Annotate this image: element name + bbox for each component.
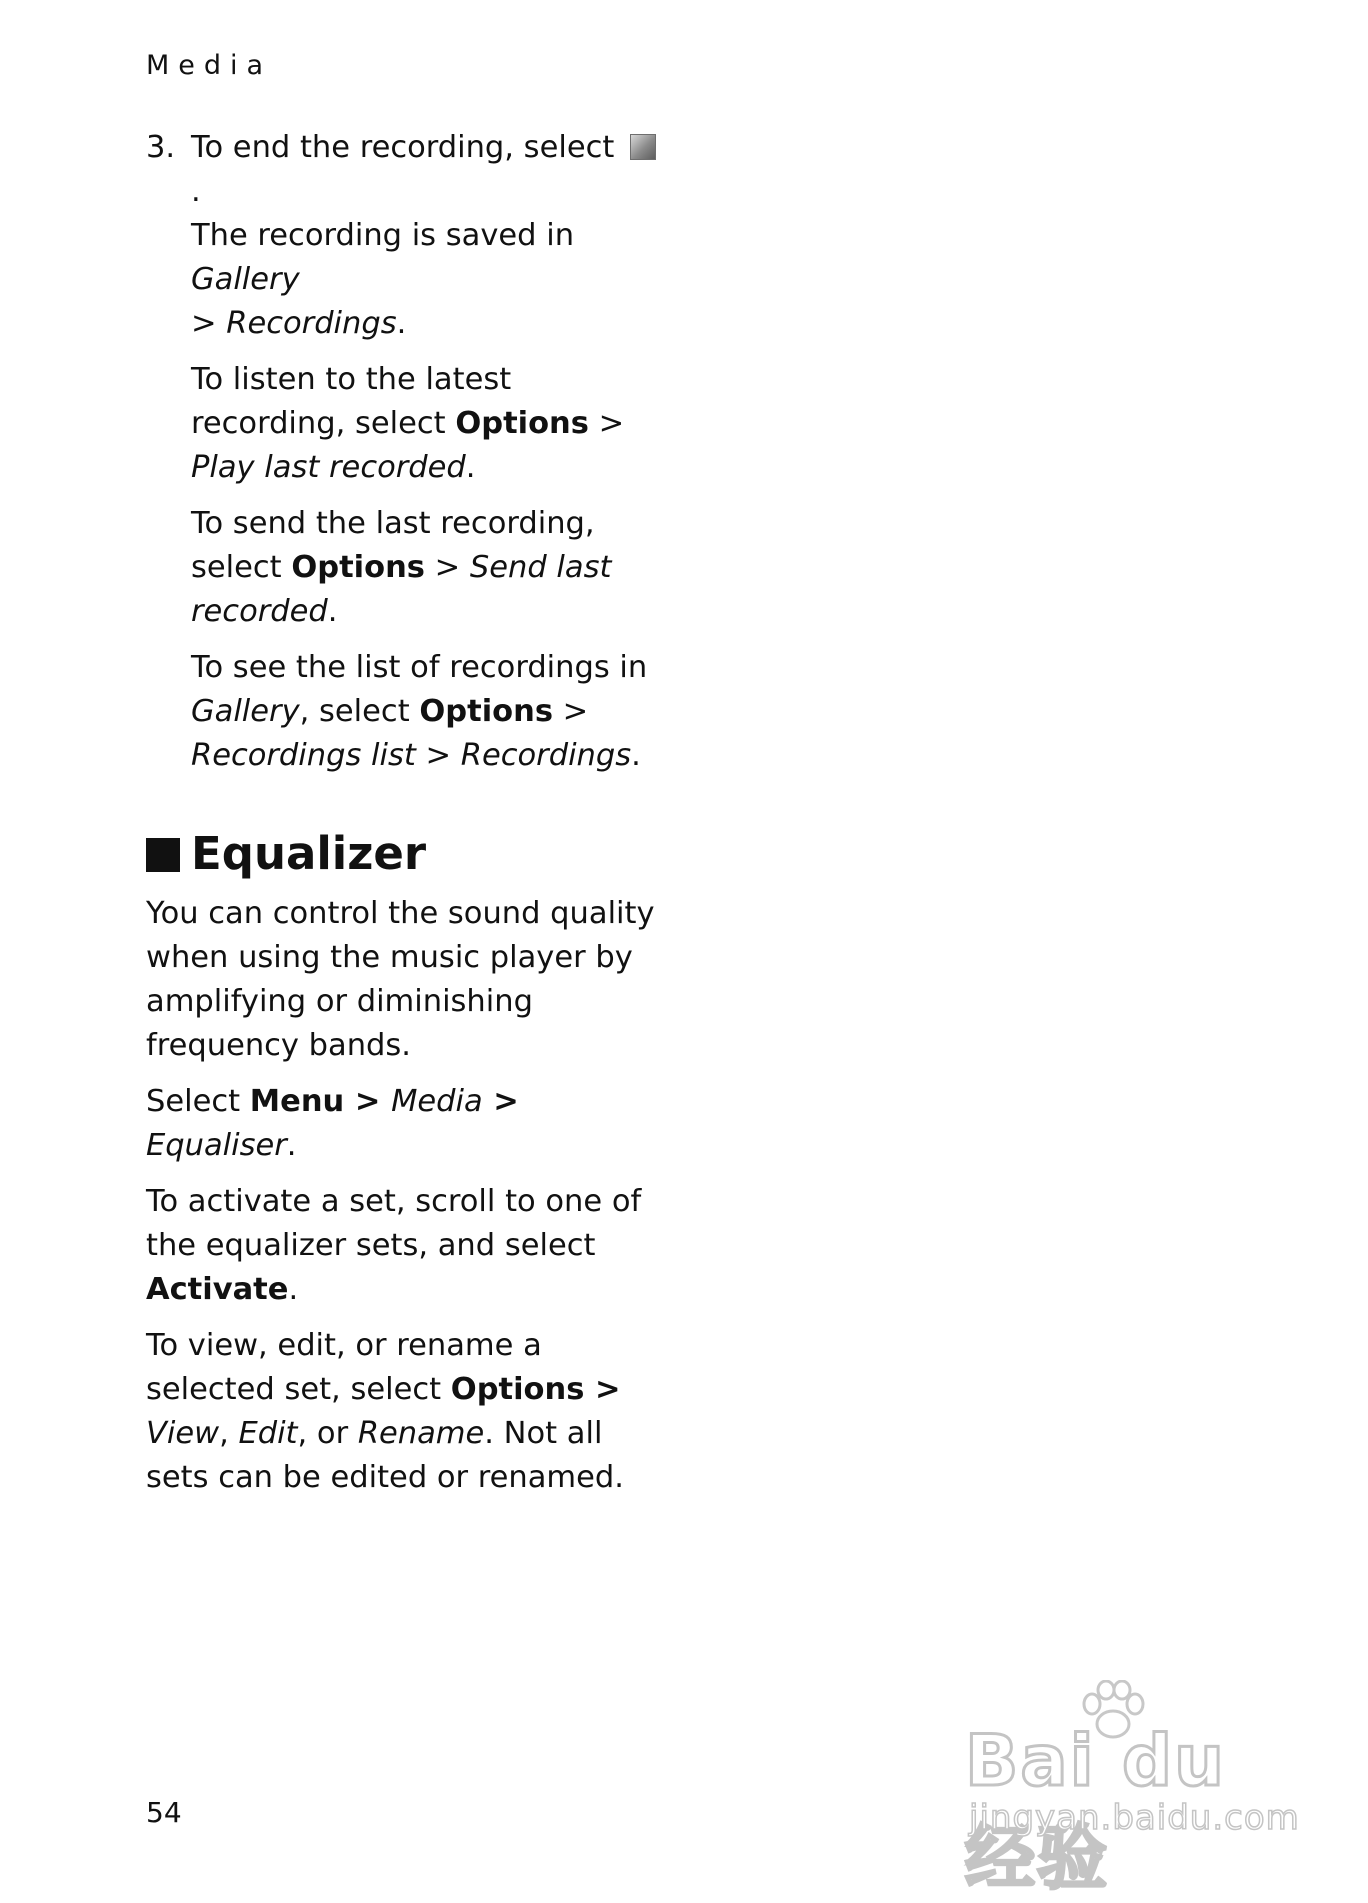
step-3-end-recording: To end the recording, select. The recording is saved in Gallery > Recordings. xyxy=(191,126,666,346)
equalizer-intro: You can control the sound quality when using the music player by amplifying or diminishing frequency bands. xyxy=(146,896,655,1063)
stop-icon xyxy=(630,134,656,160)
equalizer-select-path: Select Menu > Media > Equaliser. xyxy=(146,1084,519,1163)
watermark-url: jingyan.baidu.com xyxy=(969,1798,1300,1838)
equalizer-activate: To activate a set, scroll to one of the equalizer sets, and select Activate. xyxy=(146,1184,642,1307)
page-content xyxy=(146,126,666,1512)
step-number: 3. xyxy=(146,130,176,165)
section-title: Equalizer xyxy=(146,826,666,882)
page-number: 54 xyxy=(146,1796,182,1829)
step-3 xyxy=(146,126,666,778)
step-3-send: To send the last recording, select Options > Send last recorded. xyxy=(191,506,612,629)
square-bullet-icon xyxy=(146,838,180,872)
watermark-logo: Bai du 经验 xyxy=(965,1720,1226,1899)
running-header: Media xyxy=(146,50,273,81)
step-3-listen: To listen to the latest recording, select Options > Play last recorded. xyxy=(191,362,625,485)
watermark xyxy=(965,1680,1300,1899)
step-3-list: To see the list of recordings in Gallery, select Options > Recordings list > Recordings. xyxy=(191,650,648,773)
equalizer-view-edit: To view, edit, or rename a selected set, select Options > View, Edit, or Rename. Not all sets can be edited or renamed. xyxy=(146,1328,624,1495)
